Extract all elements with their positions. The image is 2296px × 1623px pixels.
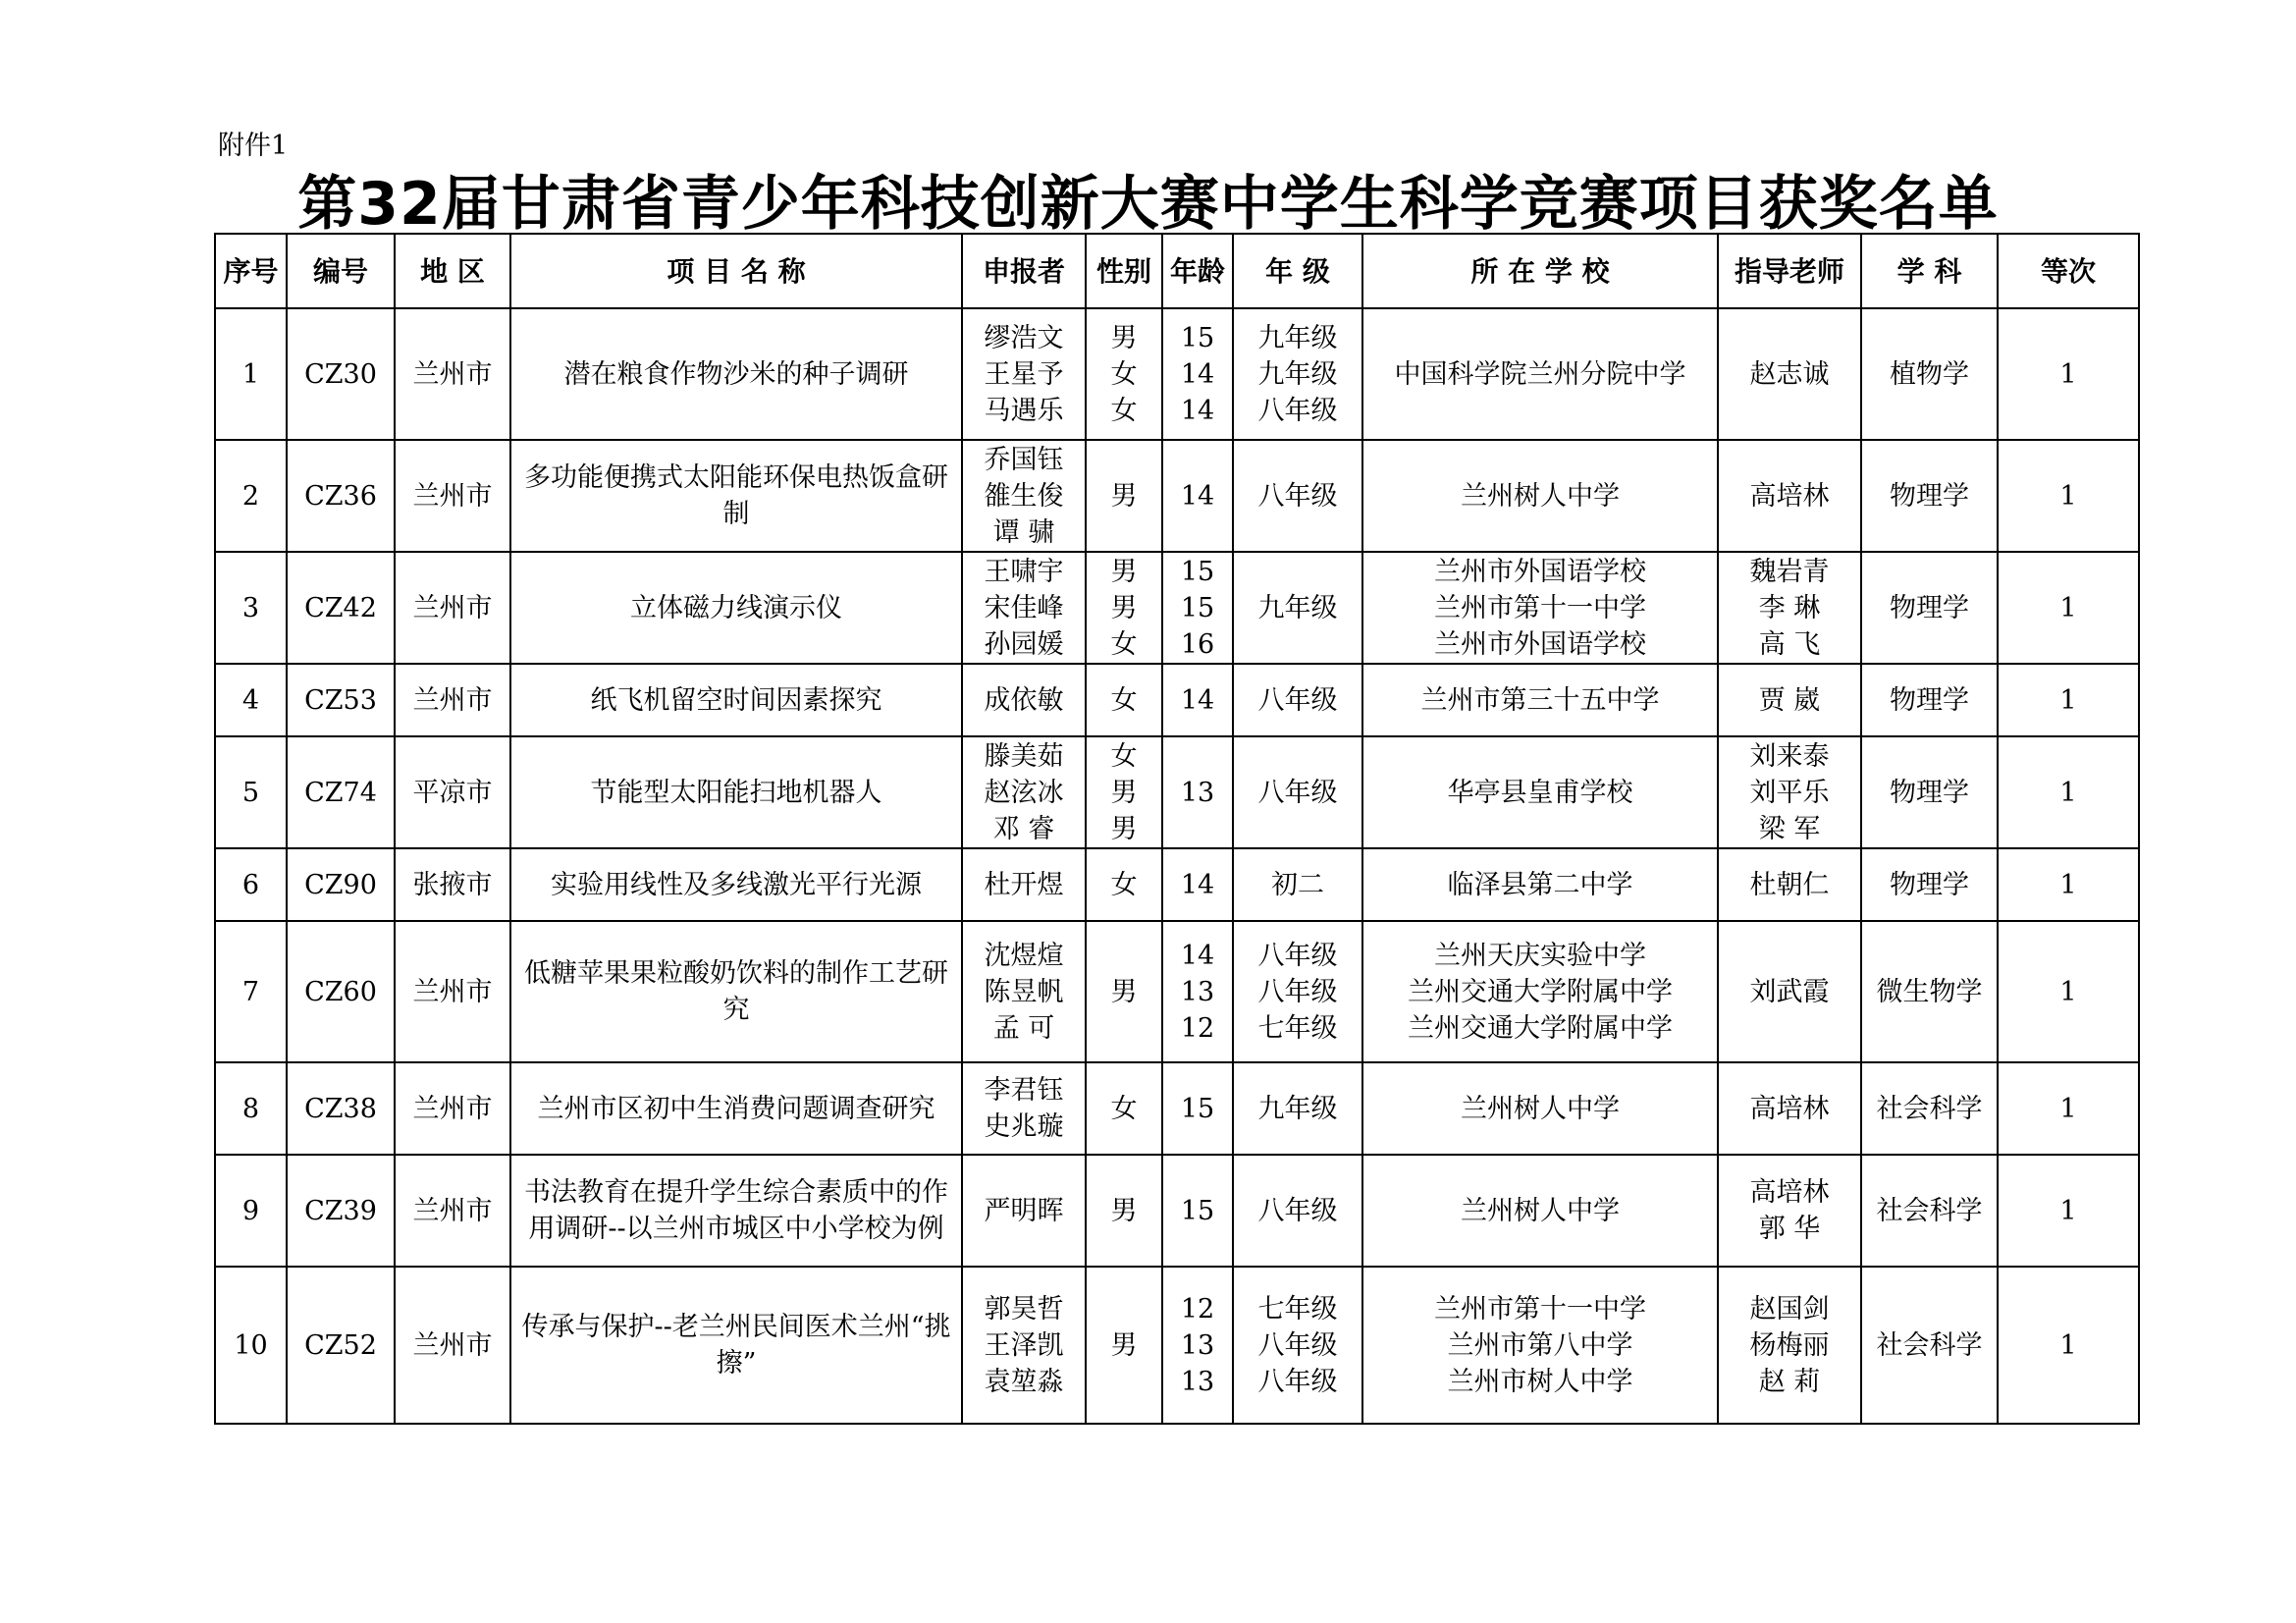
project-cell: 多功能便携式太阳能环保电热饭盒研制 bbox=[510, 440, 962, 552]
applicants-cell: 沈煜煊 陈昱帆 孟 可 bbox=[962, 921, 1086, 1062]
table-row bbox=[215, 664, 2139, 736]
project-cell: 实验用线性及多线激光平行光源 bbox=[510, 848, 962, 921]
subject-cell: 微生物学 bbox=[1861, 921, 1998, 1062]
seq-cell: 1 bbox=[215, 308, 287, 440]
subject-cell: 物理学 bbox=[1861, 736, 1998, 848]
code-cell: CZ36 bbox=[287, 440, 395, 552]
age-cell: 15 bbox=[1162, 1155, 1233, 1267]
table-row bbox=[215, 1062, 2139, 1155]
seq-cell: 6 bbox=[215, 848, 287, 921]
region-cell: 兰州市 bbox=[395, 552, 510, 664]
seq-cell: 10 bbox=[215, 1267, 287, 1424]
grade-cell: 七年级 八年级 八年级 bbox=[1233, 1267, 1362, 1424]
code-cell: CZ52 bbox=[287, 1267, 395, 1424]
region-cell: 兰州市 bbox=[395, 440, 510, 552]
school-cell: 临泽县第二中学 bbox=[1362, 848, 1718, 921]
applicants-cell: 杜开煜 bbox=[962, 848, 1086, 921]
applicants-cell: 成依敏 bbox=[962, 664, 1086, 736]
gender-cell: 女 男 男 bbox=[1086, 736, 1162, 848]
region-cell: 兰州市 bbox=[395, 308, 510, 440]
teacher-cell: 赵国剑 杨梅丽 赵 莉 bbox=[1718, 1267, 1861, 1424]
school-cell: 兰州树人中学 bbox=[1362, 1155, 1718, 1267]
teacher-cell: 高培林 bbox=[1718, 1062, 1861, 1155]
gender-cell: 男 女 女 bbox=[1086, 308, 1162, 440]
school-cell: 兰州市外国语学校 兰州市第十一中学 兰州市外国语学校 bbox=[1362, 552, 1718, 664]
rank-cell: 1 bbox=[1998, 308, 2139, 440]
rank-cell: 1 bbox=[1998, 664, 2139, 736]
rank-cell: 1 bbox=[1998, 848, 2139, 921]
age-cell: 14 bbox=[1162, 848, 1233, 921]
header-school: 所 在 学 校 bbox=[1362, 234, 1718, 308]
subject-cell: 社会科学 bbox=[1861, 1062, 1998, 1155]
gender-cell: 女 bbox=[1086, 848, 1162, 921]
grade-cell: 八年级 bbox=[1233, 664, 1362, 736]
gender-cell: 男 bbox=[1086, 440, 1162, 552]
header-applicants: 申报者 bbox=[962, 234, 1086, 308]
school-cell: 兰州树人中学 bbox=[1362, 1062, 1718, 1155]
project-cell: 传承与保护--老兰州民间医术兰州“挑擦” bbox=[510, 1267, 962, 1424]
subject-cell: 物理学 bbox=[1861, 440, 1998, 552]
table-header-row bbox=[215, 234, 2139, 308]
applicants-cell: 滕美茹 赵泫冰 邓 睿 bbox=[962, 736, 1086, 848]
rank-cell: 1 bbox=[1998, 921, 2139, 1062]
applicants-cell: 乔国钰 雒生俊 谭 骕 bbox=[962, 440, 1086, 552]
gender-cell: 男 男 女 bbox=[1086, 552, 1162, 664]
school-cell: 兰州树人中学 bbox=[1362, 440, 1718, 552]
header-project: 项 目 名 称 bbox=[510, 234, 962, 308]
age-cell: 12 13 13 bbox=[1162, 1267, 1233, 1424]
school-cell: 兰州市第三十五中学 bbox=[1362, 664, 1718, 736]
seq-cell: 7 bbox=[215, 921, 287, 1062]
table-row bbox=[215, 308, 2139, 440]
header-seq: 序号 bbox=[215, 234, 287, 308]
rank-cell: 1 bbox=[1998, 736, 2139, 848]
code-cell: CZ42 bbox=[287, 552, 395, 664]
project-cell: 纸飞机留空时间因素探究 bbox=[510, 664, 962, 736]
document-title: 第32届甘肃省青少年科技创新大赛中学生科学竞赛项目获奖名单 bbox=[297, 170, 1999, 239]
code-cell: CZ74 bbox=[287, 736, 395, 848]
table-row bbox=[215, 1155, 2139, 1267]
code-cell: CZ30 bbox=[287, 308, 395, 440]
grade-cell: 八年级 八年级 七年级 bbox=[1233, 921, 1362, 1062]
gender-cell: 女 bbox=[1086, 664, 1162, 736]
teacher-cell: 贾 崴 bbox=[1718, 664, 1861, 736]
table-row bbox=[215, 848, 2139, 921]
header-rank: 等次 bbox=[1998, 234, 2139, 308]
code-cell: CZ60 bbox=[287, 921, 395, 1062]
project-cell: 兰州市区初中生消费问题调查研究 bbox=[510, 1062, 962, 1155]
teacher-cell: 赵志诚 bbox=[1718, 308, 1861, 440]
table-row bbox=[215, 440, 2139, 552]
rank-cell: 1 bbox=[1998, 552, 2139, 664]
school-cell: 华亭县皇甫学校 bbox=[1362, 736, 1718, 848]
header-subject: 学 科 bbox=[1861, 234, 1998, 308]
teacher-cell: 高培林 bbox=[1718, 440, 1861, 552]
age-cell: 14 13 12 bbox=[1162, 921, 1233, 1062]
teacher-cell: 刘武霞 bbox=[1718, 921, 1861, 1062]
seq-cell: 8 bbox=[215, 1062, 287, 1155]
grade-cell: 九年级 九年级 八年级 bbox=[1233, 308, 1362, 440]
teacher-cell: 魏岩青 李 琳 高 飞 bbox=[1718, 552, 1861, 664]
age-cell: 15 bbox=[1162, 1062, 1233, 1155]
rank-cell: 1 bbox=[1998, 1062, 2139, 1155]
applicants-cell: 缪浩文 王星予 马遇乐 bbox=[962, 308, 1086, 440]
applicants-cell: 郭昊哲 王泽凯 袁堃淼 bbox=[962, 1267, 1086, 1424]
seq-cell: 9 bbox=[215, 1155, 287, 1267]
region-cell: 兰州市 bbox=[395, 1062, 510, 1155]
age-cell: 15 14 14 bbox=[1162, 308, 1233, 440]
teacher-cell: 刘来泰 刘平乐 梁 军 bbox=[1718, 736, 1861, 848]
header-teacher: 指导老师 bbox=[1718, 234, 1861, 308]
seq-cell: 4 bbox=[215, 664, 287, 736]
grade-cell: 初二 bbox=[1233, 848, 1362, 921]
seq-cell: 5 bbox=[215, 736, 287, 848]
header-grade: 年 级 bbox=[1233, 234, 1362, 308]
teacher-cell: 高培林 郭 华 bbox=[1718, 1155, 1861, 1267]
attachment-label: 附件1 bbox=[218, 131, 289, 161]
school-cell: 中国科学院兰州分院中学 bbox=[1362, 308, 1718, 440]
region-cell: 平凉市 bbox=[395, 736, 510, 848]
gender-cell: 男 bbox=[1086, 921, 1162, 1062]
region-cell: 张掖市 bbox=[395, 848, 510, 921]
rank-cell: 1 bbox=[1998, 1155, 2139, 1267]
age-cell: 14 bbox=[1162, 440, 1233, 552]
rank-cell: 1 bbox=[1998, 1267, 2139, 1424]
seq-cell: 2 bbox=[215, 440, 287, 552]
grade-cell: 九年级 bbox=[1233, 552, 1362, 664]
project-cell: 立体磁力线演示仪 bbox=[510, 552, 962, 664]
header-code: 编号 bbox=[287, 234, 395, 308]
gender-cell: 男 bbox=[1086, 1267, 1162, 1424]
teacher-cell: 杜朝仁 bbox=[1718, 848, 1861, 921]
code-cell: CZ90 bbox=[287, 848, 395, 921]
project-cell: 书法教育在提升学生综合素质中的作用调研--以兰州市城区中小学校为例 bbox=[510, 1155, 962, 1267]
table-row bbox=[215, 552, 2139, 664]
applicants-cell: 严明晖 bbox=[962, 1155, 1086, 1267]
age-cell: 13 bbox=[1162, 736, 1233, 848]
school-cell: 兰州天庆实验中学 兰州交通大学附属中学 兰州交通大学附属中学 bbox=[1362, 921, 1718, 1062]
table-row bbox=[215, 1267, 2139, 1424]
rank-cell: 1 bbox=[1998, 440, 2139, 552]
region-cell: 兰州市 bbox=[395, 1155, 510, 1267]
subject-cell: 社会科学 bbox=[1861, 1267, 1998, 1424]
grade-cell: 八年级 bbox=[1233, 736, 1362, 848]
subject-cell: 物理学 bbox=[1861, 848, 1998, 921]
project-cell: 潜在粮食作物沙米的种子调研 bbox=[510, 308, 962, 440]
subject-cell: 物理学 bbox=[1861, 664, 1998, 736]
subject-cell: 物理学 bbox=[1861, 552, 1998, 664]
grade-cell: 九年级 bbox=[1233, 1062, 1362, 1155]
code-cell: CZ39 bbox=[287, 1155, 395, 1267]
header-gender: 性别 bbox=[1086, 234, 1162, 308]
subject-cell: 社会科学 bbox=[1861, 1155, 1998, 1267]
seq-cell: 3 bbox=[215, 552, 287, 664]
header-region: 地 区 bbox=[395, 234, 510, 308]
code-cell: CZ53 bbox=[287, 664, 395, 736]
region-cell: 兰州市 bbox=[395, 664, 510, 736]
age-cell: 14 bbox=[1162, 664, 1233, 736]
applicants-cell: 李君钰 史兆璇 bbox=[962, 1062, 1086, 1155]
table-row bbox=[215, 736, 2139, 848]
project-cell: 节能型太阳能扫地机器人 bbox=[510, 736, 962, 848]
gender-cell: 女 bbox=[1086, 1062, 1162, 1155]
age-cell: 15 15 16 bbox=[1162, 552, 1233, 664]
code-cell: CZ38 bbox=[287, 1062, 395, 1155]
grade-cell: 八年级 bbox=[1233, 1155, 1362, 1267]
school-cell: 兰州市第十一中学 兰州市第八中学 兰州市树人中学 bbox=[1362, 1267, 1718, 1424]
region-cell: 兰州市 bbox=[395, 1267, 510, 1424]
awards-table bbox=[214, 233, 2140, 1425]
header-age: 年龄 bbox=[1162, 234, 1233, 308]
subject-cell: 植物学 bbox=[1861, 308, 1998, 440]
table-row bbox=[215, 921, 2139, 1062]
grade-cell: 八年级 bbox=[1233, 440, 1362, 552]
project-cell: 低糖苹果果粒酸奶饮料的制作工艺研究 bbox=[510, 921, 962, 1062]
applicants-cell: 王啸宇 宋佳峰 孙园媛 bbox=[962, 552, 1086, 664]
region-cell: 兰州市 bbox=[395, 921, 510, 1062]
gender-cell: 男 bbox=[1086, 1155, 1162, 1267]
